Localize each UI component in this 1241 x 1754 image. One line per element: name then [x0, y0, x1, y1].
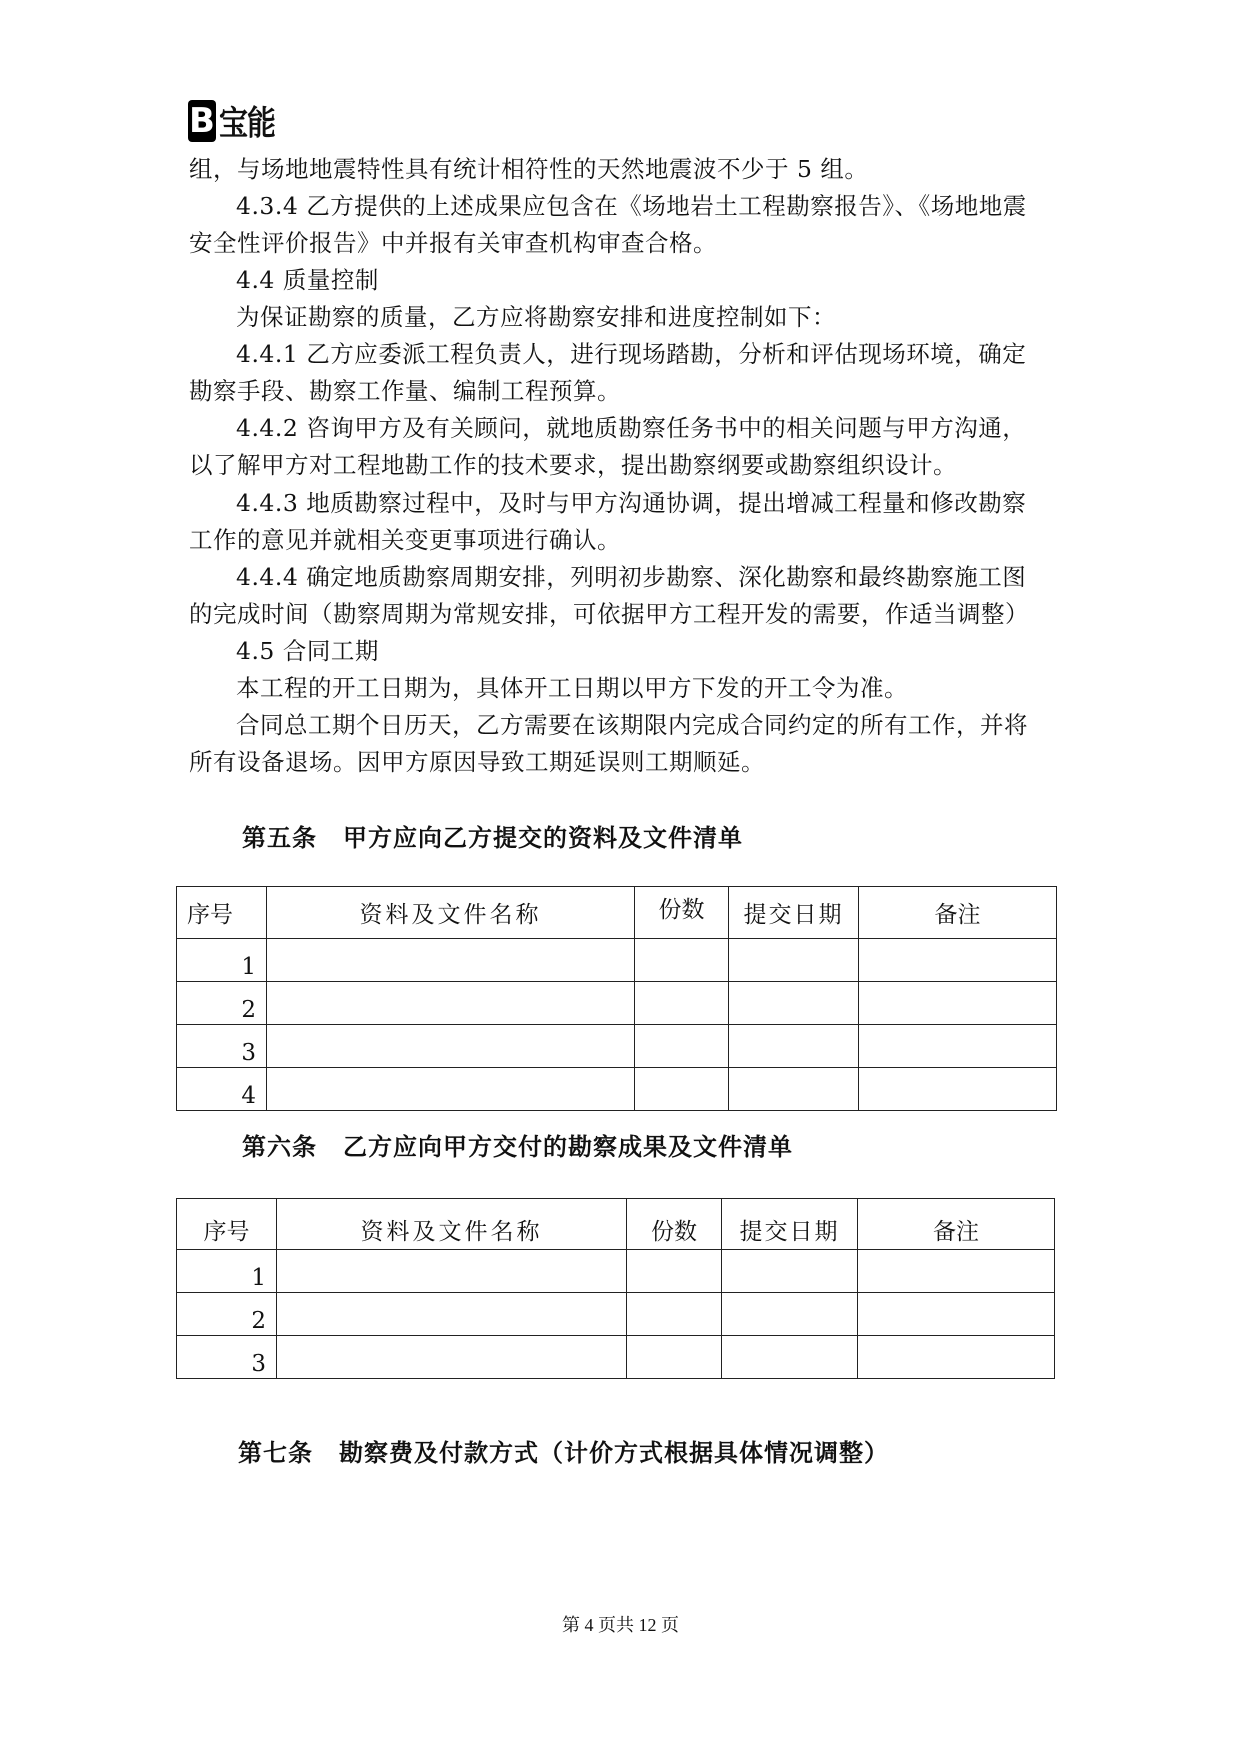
table-cell — [277, 1250, 627, 1293]
section-title: 甲方应向乙方提交的资料及文件清单 — [343, 824, 743, 852]
table-cell — [858, 1250, 1055, 1293]
column-header: 备注 — [858, 1199, 1055, 1250]
column-header: 份数 — [635, 887, 729, 939]
paragraph-line: 勘察手段、勘察工作量、编制工程预算。 — [189, 377, 621, 405]
section-number: 第七条 — [238, 1439, 313, 1467]
table-row — [177, 1336, 1055, 1379]
table-cell — [859, 1025, 1057, 1068]
company-logo — [188, 98, 275, 144]
section-5-heading — [242, 818, 743, 853]
table-cell — [267, 1068, 635, 1111]
paragraph-line: 所有设备退场。因甲方原因导致工期延误则工期顺延。 — [189, 748, 765, 776]
paragraph-line: 组，与场地地震特性具有统计相符性的天然地震波不少于 5 组。 — [189, 155, 869, 183]
page-number: 第 4 页共 12 页 — [562, 1615, 679, 1635]
column-header: 份数 — [627, 1199, 722, 1250]
row-number: 1 — [177, 939, 267, 982]
table-cell — [729, 982, 859, 1025]
table-cell — [729, 1068, 859, 1111]
table-row — [177, 982, 1057, 1025]
table-row — [177, 1250, 1055, 1293]
table-cell — [267, 1025, 635, 1068]
paragraph-line: 4.4.4 确定地质勘察周期安排，列明初步勘察、深化勘察和最终勘察施工图 — [236, 563, 1027, 591]
table-cell — [858, 1293, 1055, 1336]
table-cell — [722, 1336, 858, 1379]
table-row — [177, 1025, 1057, 1068]
row-number: 1 — [177, 1250, 277, 1293]
column-header: 提交日期 — [722, 1199, 858, 1250]
row-number: 2 — [177, 982, 267, 1025]
column-header: 序号 — [177, 1199, 277, 1250]
table-cell — [722, 1293, 858, 1336]
paragraph-line: 工作的意见并就相关变更事项进行确认。 — [189, 526, 621, 554]
subsection-heading: 4.5 合同工期 — [236, 637, 379, 665]
table-cell — [729, 1025, 859, 1068]
column-header: 备注 — [859, 887, 1057, 939]
table-cell — [277, 1336, 627, 1379]
section-title: 乙方应向甲方交付的勘察成果及文件清单 — [343, 1133, 793, 1161]
paragraph-line: 为保证勘察的质量，乙方应将勘察安排和进度控制如下： — [236, 303, 836, 331]
table-cell — [729, 939, 859, 982]
paragraph-line: 的完成时间（勘察周期为常规安排，可依据甲方工程开发的需要，作适当调整） — [189, 600, 1029, 628]
table-cell — [859, 1068, 1057, 1111]
paragraph-line: 4.3.4 乙方提供的上述成果应包含在《场地岩土工程勘察报告》、《场地地震 — [236, 192, 1027, 220]
column-header: 资料及文件名称 — [277, 1199, 627, 1250]
section-number: 第六条 — [242, 1133, 317, 1161]
row-number: 3 — [177, 1025, 267, 1068]
table-cell — [635, 939, 729, 982]
table-cell — [627, 1336, 722, 1379]
submission-table — [176, 886, 1057, 1111]
logo-mark: B — [189, 101, 215, 141]
row-number: 3 — [177, 1336, 277, 1379]
paragraph-line: 本工程的开工日期为，具体开工日期以甲方下发的开工令为准。 — [236, 674, 908, 702]
logo-text: 宝能 — [219, 103, 276, 143]
table-cell — [635, 1068, 729, 1111]
section-number: 第五条 — [242, 824, 317, 852]
subsection-heading: 4.4 质量控制 — [236, 266, 379, 294]
paragraph-line: 合同总工期个日历天，乙方需要在该期限内完成合同约定的所有工作，并将 — [236, 711, 1028, 739]
table-cell — [277, 1293, 627, 1336]
table-row — [177, 939, 1057, 982]
table-cell — [627, 1293, 722, 1336]
row-number: 4 — [177, 1068, 267, 1111]
paragraph-line: 4.4.2 咨询甲方及有关顾问，就地质勘察任务书中的相关问题与甲方沟通， — [236, 414, 1027, 442]
table-cell — [635, 982, 729, 1025]
paragraph-line: 安全性评价报告》中并报有关审查机构审查合格。 — [189, 229, 717, 257]
table-cell — [859, 939, 1057, 982]
table-cell — [858, 1336, 1055, 1379]
column-header: 序号 — [177, 887, 267, 939]
table-cell — [635, 1025, 729, 1068]
table-cell — [267, 982, 635, 1025]
section-7-heading — [238, 1433, 889, 1468]
section-6-heading — [242, 1127, 793, 1162]
paragraph-line: 4.4.1 乙方应委派工程负责人，进行现场踏勘，分析和评估现场环境，确定 — [236, 340, 1027, 368]
section-title: 勘察费及付款方式（计价方式根据具体情况调整） — [339, 1439, 889, 1467]
row-number: 2 — [177, 1293, 277, 1336]
table-cell — [859, 982, 1057, 1025]
paragraph-line: 以了解甲方对工程地勘工作的技术要求，提出勘察纲要或勘察组织设计。 — [189, 451, 957, 479]
column-header: 资料及文件名称 — [267, 887, 635, 939]
deliverables-table — [176, 1198, 1055, 1379]
table-row — [177, 1293, 1055, 1336]
table-cell — [267, 939, 635, 982]
table-row — [177, 1068, 1057, 1111]
table-cell — [722, 1250, 858, 1293]
paragraph-line: 4.4.3 地质勘察过程中，及时与甲方沟通协调，提出增减工程量和修改勘察 — [236, 489, 1027, 517]
table-cell — [627, 1250, 722, 1293]
column-header: 提交日期 — [729, 887, 859, 939]
